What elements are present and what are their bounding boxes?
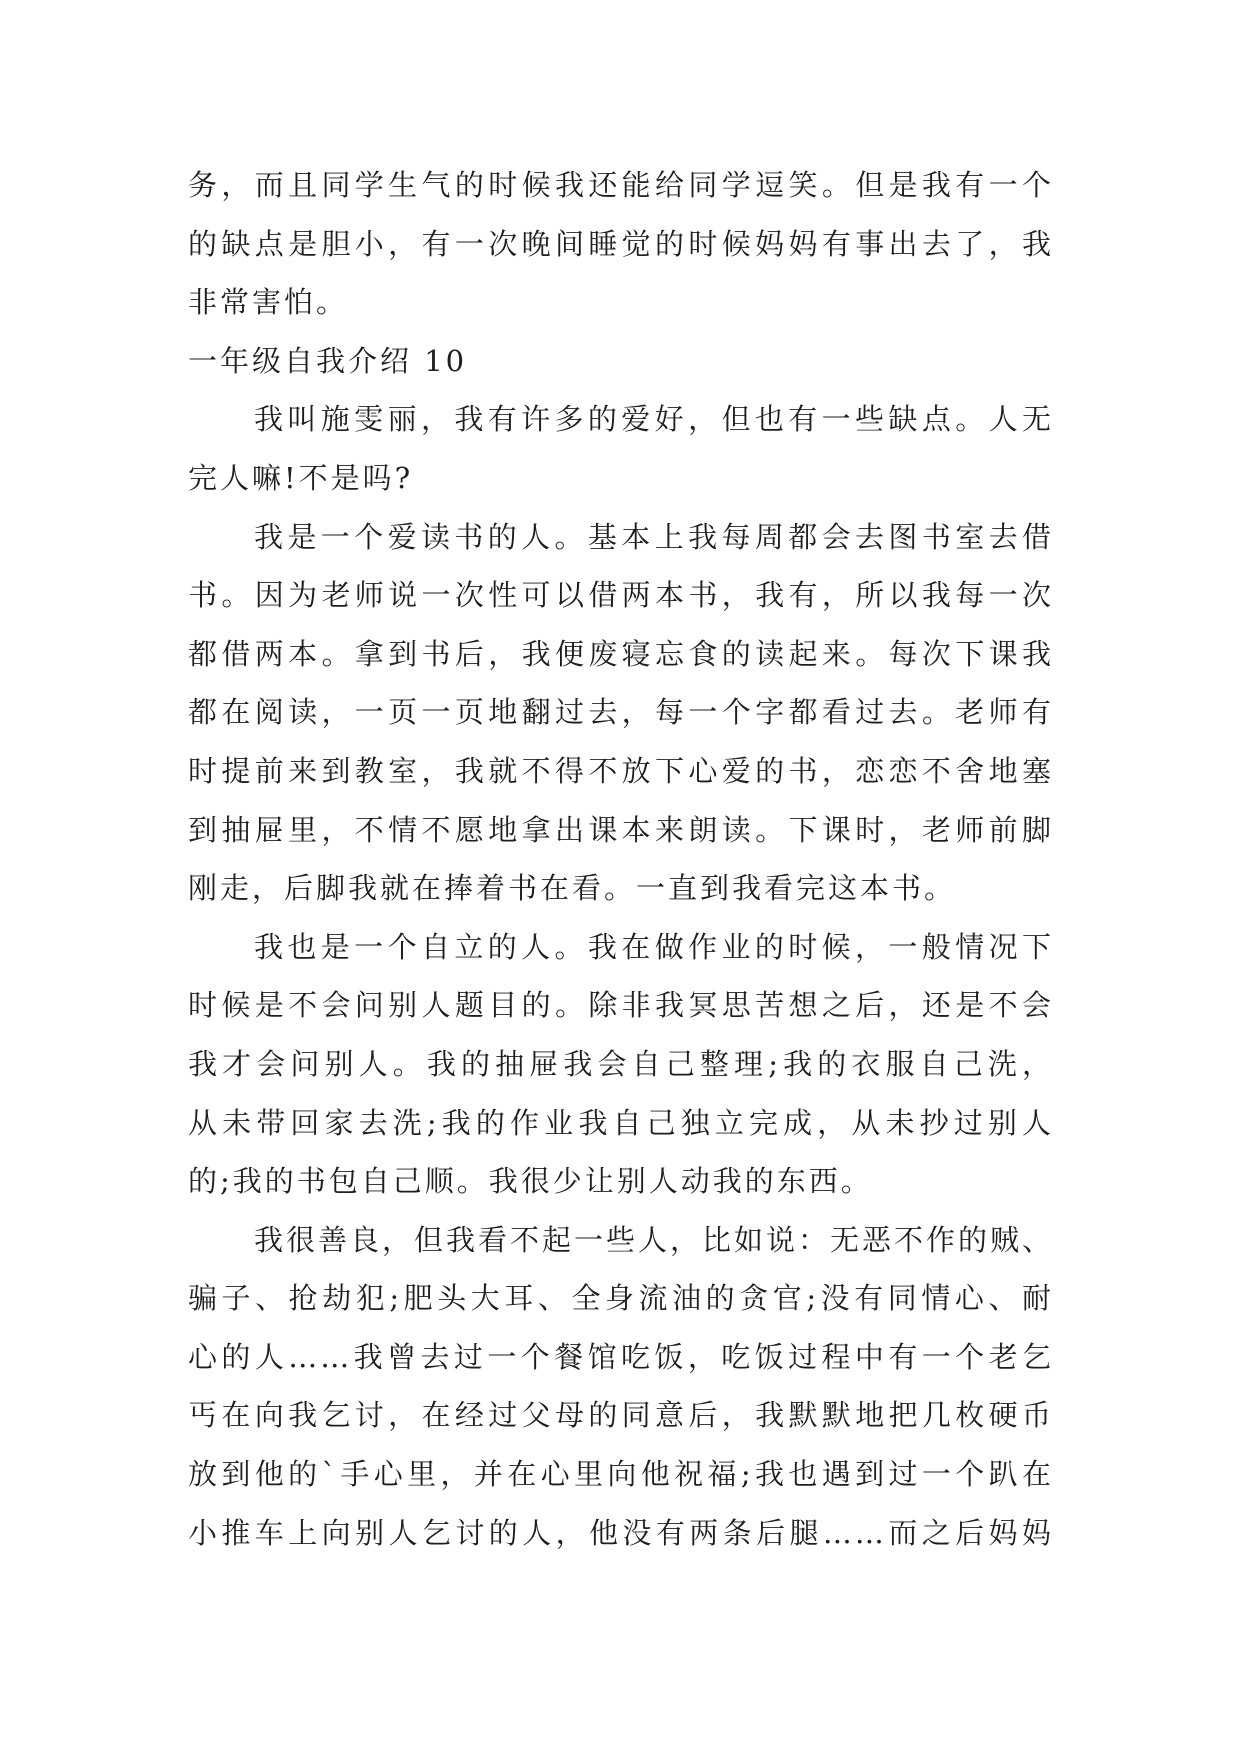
paragraph-line: 的缺点是胆小，有一次晚间睡觉的时候妈妈有事出去了，我 [188, 226, 1054, 261]
paragraph-line: 我才会问别人。我的抽屉我会自己整理;我的衣服自己洗， [188, 1046, 1054, 1081]
paragraph-line: 到抽屉里，不情不愿地拿出课本来朗读。下课时，老师前脚 [188, 812, 1054, 847]
paragraph [188, 390, 1054, 507]
document-body [188, 156, 1054, 1562]
paragraph [188, 918, 1054, 1211]
paragraph-line: 我也是一个自立的人。我在做作业的时候，一般情况下 [254, 929, 1054, 964]
paragraph-line: 书。因为老师说一次性可以借两本书，我有，所以我每一次 [188, 578, 1054, 613]
paragraph [188, 1211, 1054, 1563]
paragraph-line: 放到他的`手心里，并在心里向他祝福;我也遇到过一个趴在 [188, 1457, 1054, 1492]
section-heading: 一年级自我介绍 10 [188, 343, 468, 378]
paragraph-line: 都在阅读，一页一页地翻过去，每一个字都看过去。老师有 [188, 695, 1054, 730]
paragraph-line: 务，而且同学生气的时候我还能给同学逗笑。但是我有一个 [188, 168, 1054, 202]
paragraph-line: 心的人……我曾去过一个餐馆吃饭，吃饭过程中有一个老乞 [188, 1339, 1054, 1374]
paragraph-line: 时提前来到教室，我就不得不放下心爱的书，恋恋不舍地塞 [188, 753, 1054, 788]
paragraph-line: 我叫施雯丽，我有许多的爱好，但也有一些缺点。人无 [254, 402, 1054, 437]
paragraph-line: 骗子、抢劫犯;肥头大耳、全身流油的贪官;没有同情心、耐 [188, 1281, 1054, 1316]
paragraph-line: 我很善良，但我看不起一些人，比如说：无恶不作的贼、 [254, 1222, 1054, 1257]
paragraph-line: 都借两本。拿到书后，我便废寝忘食的读起来。每次下课我 [188, 636, 1054, 671]
paragraph-line: 刚走，后脚我就在捧着书在看。一直到我看完这本书。 [188, 871, 957, 906]
paragraph-line: 从未带回家去洗;我的作业我自己独立完成，从未抄过别人 [188, 1105, 1054, 1140]
paragraph-line: 丐在向我乞讨，在经过父母的同意后，我默默地把几枚硬币 [188, 1398, 1054, 1433]
paragraph-line: 非常害怕。 [188, 285, 349, 320]
paragraph-line: 小推车上向别人乞讨的人，他没有两条后腿……而之后妈妈 [188, 1515, 1054, 1550]
continued-paragraph [188, 156, 1054, 332]
paragraph [188, 508, 1054, 918]
paragraph-line: 我是一个爱读书的人。基本上我每周都会去图书室去借 [254, 519, 1054, 554]
paragraph-line: 的;我的书包自己顺。我很少让别人动我的东西。 [188, 1164, 873, 1199]
paragraph-line: 完人嘛!不是吗? [188, 460, 414, 495]
paragraph-line: 时候是不会问别人题目的。除非我冥思苦想之后，还是不会 [188, 988, 1054, 1023]
